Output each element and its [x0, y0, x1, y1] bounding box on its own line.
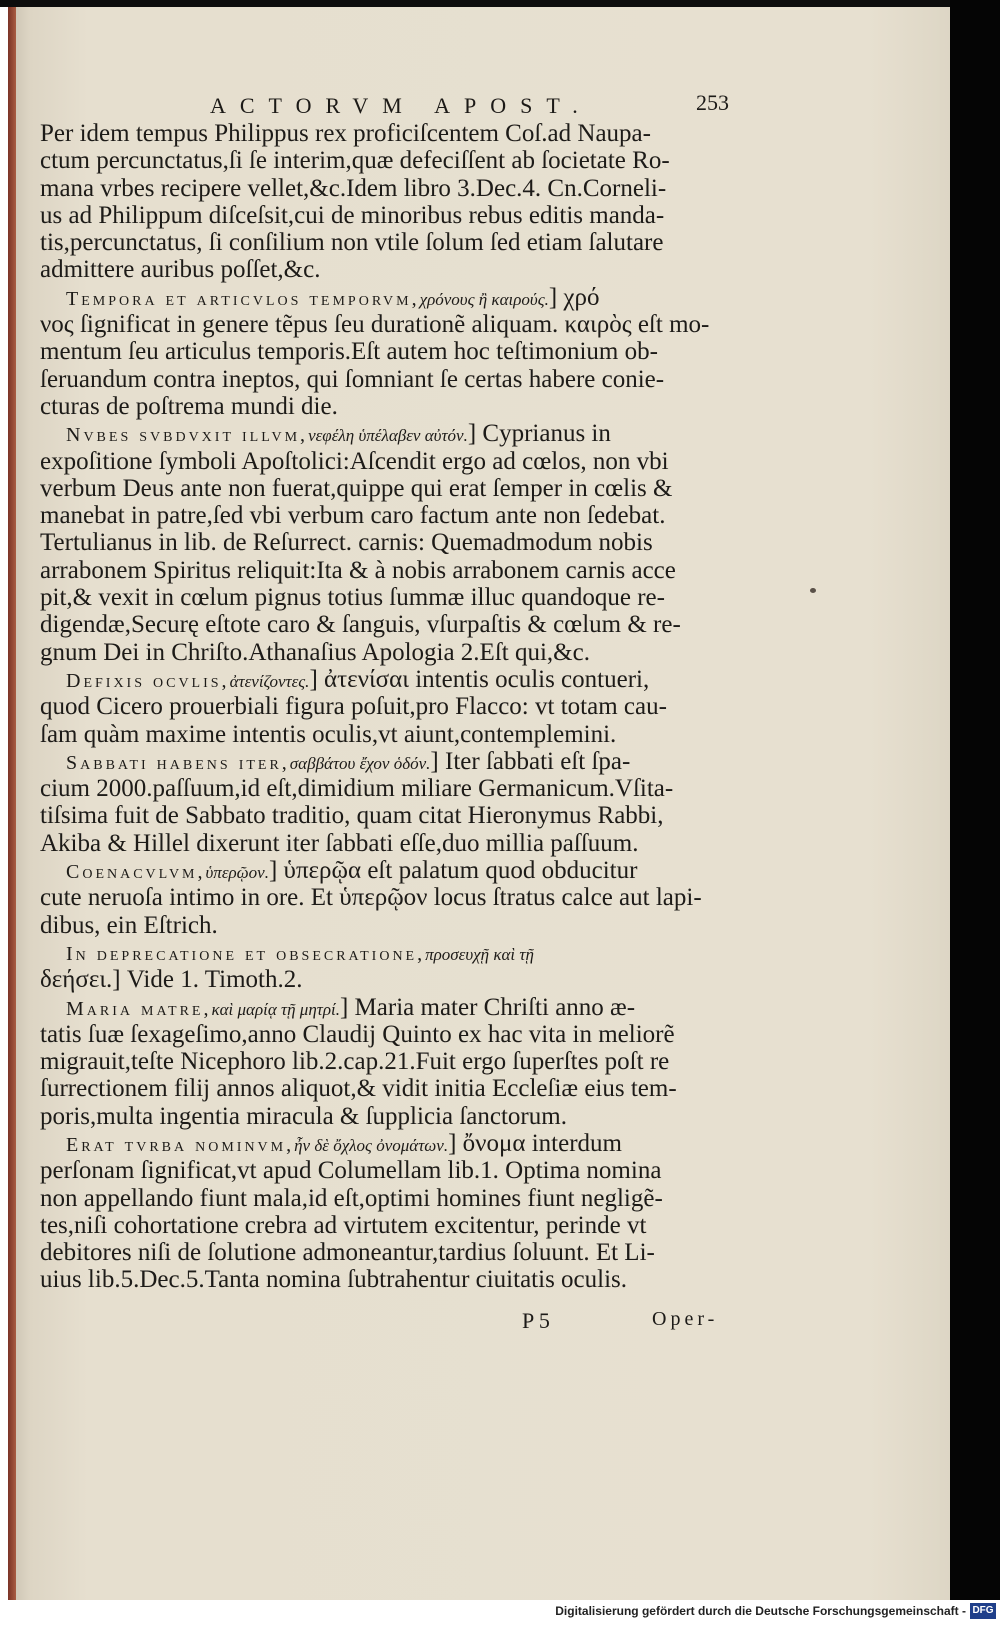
text-line: arrabonem Spiritus reliquit:Ita & à nobis arrabonem carnis acce	[40, 556, 676, 584]
text-line: pit,& vexit in cœlum pignus totius ſummæ illuc quandoque re-	[40, 584, 665, 612]
lemma: Erat tvrba nominvm,	[66, 1133, 295, 1156]
text-line: δεήσει.] Vide 1. Timoth.2.	[40, 966, 303, 994]
catchword: Oper-	[652, 1308, 719, 1330]
line-text: ] χρό	[548, 283, 600, 311]
text-line: mana vrbes recipere vellet,&c.Idem libro 3.Dec.4. Cn.Corneli-	[40, 174, 667, 202]
paragraph	[40, 857, 740, 939]
lemma: Maria matre,	[66, 997, 212, 1020]
text-line	[40, 1130, 740, 1157]
text-line: νος ſignificat in genere tẽpus ſeu durationẽ aliquam. καιρὸς eſt mo-	[40, 311, 710, 339]
page-number: 253	[696, 90, 729, 115]
paragraph	[40, 939, 740, 994]
text-line: non appellando fiunt mala,id eſt,optimi homines fiunt negligẽ-	[40, 1184, 663, 1212]
text-line: cute neruoſa intimo in ore. Et ὑπερῷον locus ſtratus calce aut lapi-	[40, 884, 702, 912]
text-line: digendæ,Securę eſtote caro & ſanguis, vſurpaſtis & cœlum & re-	[40, 611, 681, 639]
text-line: Akiba & Hillel dixerunt iter ſabbati eſſe,duo millia paſſuum.	[40, 829, 639, 857]
text-line: mentum ſeu articulus temporis.Eſt autem hoc teſtimonium ob-	[40, 338, 658, 366]
text-line: Tertulianus in lib. de Reſurrect. carnis: Quemadmodum nobis	[40, 529, 653, 557]
running-title: ACTORVM APOST.	[210, 93, 592, 118]
greek-term: ὑπερῷον.	[205, 863, 269, 883]
dfg-logo: DFG	[970, 1603, 996, 1619]
text-line	[40, 939, 740, 966]
page-body-text	[40, 120, 740, 1294]
top-frame-bar	[0, 0, 1000, 7]
text-line: dibus, ein Eſtrich.	[40, 911, 218, 939]
lemma: Nvbes svbdvxit illvm,	[66, 424, 309, 447]
binding-spine	[8, 7, 16, 1600]
text-line: ſurrectionem filij annos aliquot,& vidit initia Eccleſiæ eius tem-	[40, 1075, 677, 1103]
line-text: ] ὑπερῷα eſt palatum quod obducitur	[268, 857, 638, 885]
text-line: ſam quàm maxime intentis oculis,vt aiunt,contemplemini.	[40, 720, 617, 748]
paragraph	[40, 284, 740, 420]
text-line: quod Cicero prouerbiali figura poſuit,pro Flacco: vt totam cau-	[40, 693, 667, 721]
greek-term: νεφέλη ὑπέλαβεν αὐτόν.	[308, 426, 468, 446]
paragraph	[40, 994, 740, 1130]
text-line: ctum percunctatus,ſi ſe interim,quæ defeciſſent ab ſocietate Ro-	[40, 147, 670, 175]
text-line	[40, 284, 740, 311]
text-line: gnum Dei in Chriſto.Athanaſius Apologia 2.Eſt qui,&c.	[40, 638, 590, 666]
lemma: Sabbati habens iter,	[66, 751, 290, 774]
paragraph	[40, 748, 740, 857]
lemma: Tempora et articvlos temporvm,	[66, 287, 420, 310]
lemma: Defixis ocvlis,	[66, 669, 230, 692]
lemma: In deprecatione et obsecratione,	[66, 942, 426, 965]
text-line: manebat in patre,ſed vbi verbum caro factum ante non ſedebat.	[40, 502, 666, 530]
line-text: ] Cyprianus in	[467, 420, 611, 448]
text-line: admittere auribus poſſet,&c.	[40, 256, 321, 284]
scan-background-edge	[950, 0, 1000, 1600]
greek-term: χρόνους ἢ καιρούς.	[419, 289, 549, 309]
paragraph	[40, 420, 740, 666]
greek-term: καὶ μαρίᾳ τῇ μητρί.	[211, 999, 340, 1019]
text-line: poris,multa ingentia miracula & ſupplicia ſanctorum.	[40, 1102, 567, 1130]
paragraph	[40, 120, 740, 284]
text-line: cium 2000.paſſuum,id eſt,dimidium miliare Germanicum.Vſita-	[40, 775, 674, 803]
text-line: ſeruandum contra ineptos, qui ſomniant ſe certas habere conie-	[40, 365, 665, 393]
greek-term: ἀτενίζοντες.	[229, 671, 310, 691]
text-line: uius lib.5.Dec.5.Tanta nomina ſubtrahentur ciuitatis oculis.	[40, 1266, 628, 1294]
text-line: verbum Deus ante non fuerat,quippe qui erat ſemper in cœlis &	[40, 474, 673, 502]
text-line: perſonam ſignificat,vt apud Columellam lib.1. Optima nomina	[40, 1157, 662, 1185]
greek-term: ἦν δὲ ὄχλος ὀνομάτων.	[294, 1135, 449, 1155]
greek-term: προσευχῇ καὶ τῇ	[425, 944, 534, 964]
paragraph	[40, 1130, 740, 1294]
text-line: tiſsima fuit de Sabbato traditio, quam citat Hieronymus Rabbi,	[40, 802, 664, 830]
text-line: tatis ſuæ ſexageſimo,anno Claudij Quinto ex hac vita in meliorẽ	[40, 1020, 675, 1048]
text-line: cturas de poſtrema mundi die.	[40, 392, 338, 420]
text-line: tis,percunctatus, ſi conſilium non vtile ſolum ſed etiam ſalutare	[40, 229, 664, 257]
line-text: ] ἀτενίσαι intentis oculis contueri,	[309, 665, 650, 693]
funding-credit: Digitalisierung gefördert durch die Deutsche Forschungsgemeinschaft -	[555, 1604, 966, 1618]
line-text: ] ὄνομα interdum	[448, 1129, 622, 1157]
text-line	[40, 857, 740, 884]
text-line	[40, 748, 740, 775]
footer-bar	[0, 1600, 1000, 1625]
text-line: expoſitione ſymboli Apoſtolici:Aſcendit ergo ad cœlos, non vbi	[40, 447, 669, 475]
text-line: us ad Philippum diſceſsit,cui de minoribus rebus editis manda-	[40, 201, 665, 229]
text-line: Per idem tempus Philippus rex proficiſcentem Coſ.ad Naupa-	[40, 120, 651, 147]
line-text: ] Iter ſabbati eſt ſpa-	[430, 747, 631, 775]
lemma: Coenacvlvm,	[66, 861, 206, 884]
signature-mark: P 5	[522, 1308, 550, 1333]
paragraph	[40, 666, 740, 748]
text-line	[40, 994, 740, 1021]
text-line: tes,niſi cohortatione crebra ad virtutem excitentur, perinde vt	[40, 1211, 647, 1239]
text-line: debitores niſi de ſolutione admoneantur,tardius ſoluunt. Et Li-	[40, 1239, 655, 1267]
text-line: migrauit,teſte Nicephoro lib.2.cap.21.Fuit ergo ſuperſtes poſt re	[40, 1048, 670, 1076]
line-text: ] Maria mater Chriſti anno æ-	[339, 993, 636, 1021]
ink-spot	[810, 588, 816, 593]
greek-term: σαββάτου ἔχον ὁδόν.	[289, 753, 431, 773]
text-line	[40, 420, 740, 447]
text-line	[40, 666, 740, 693]
